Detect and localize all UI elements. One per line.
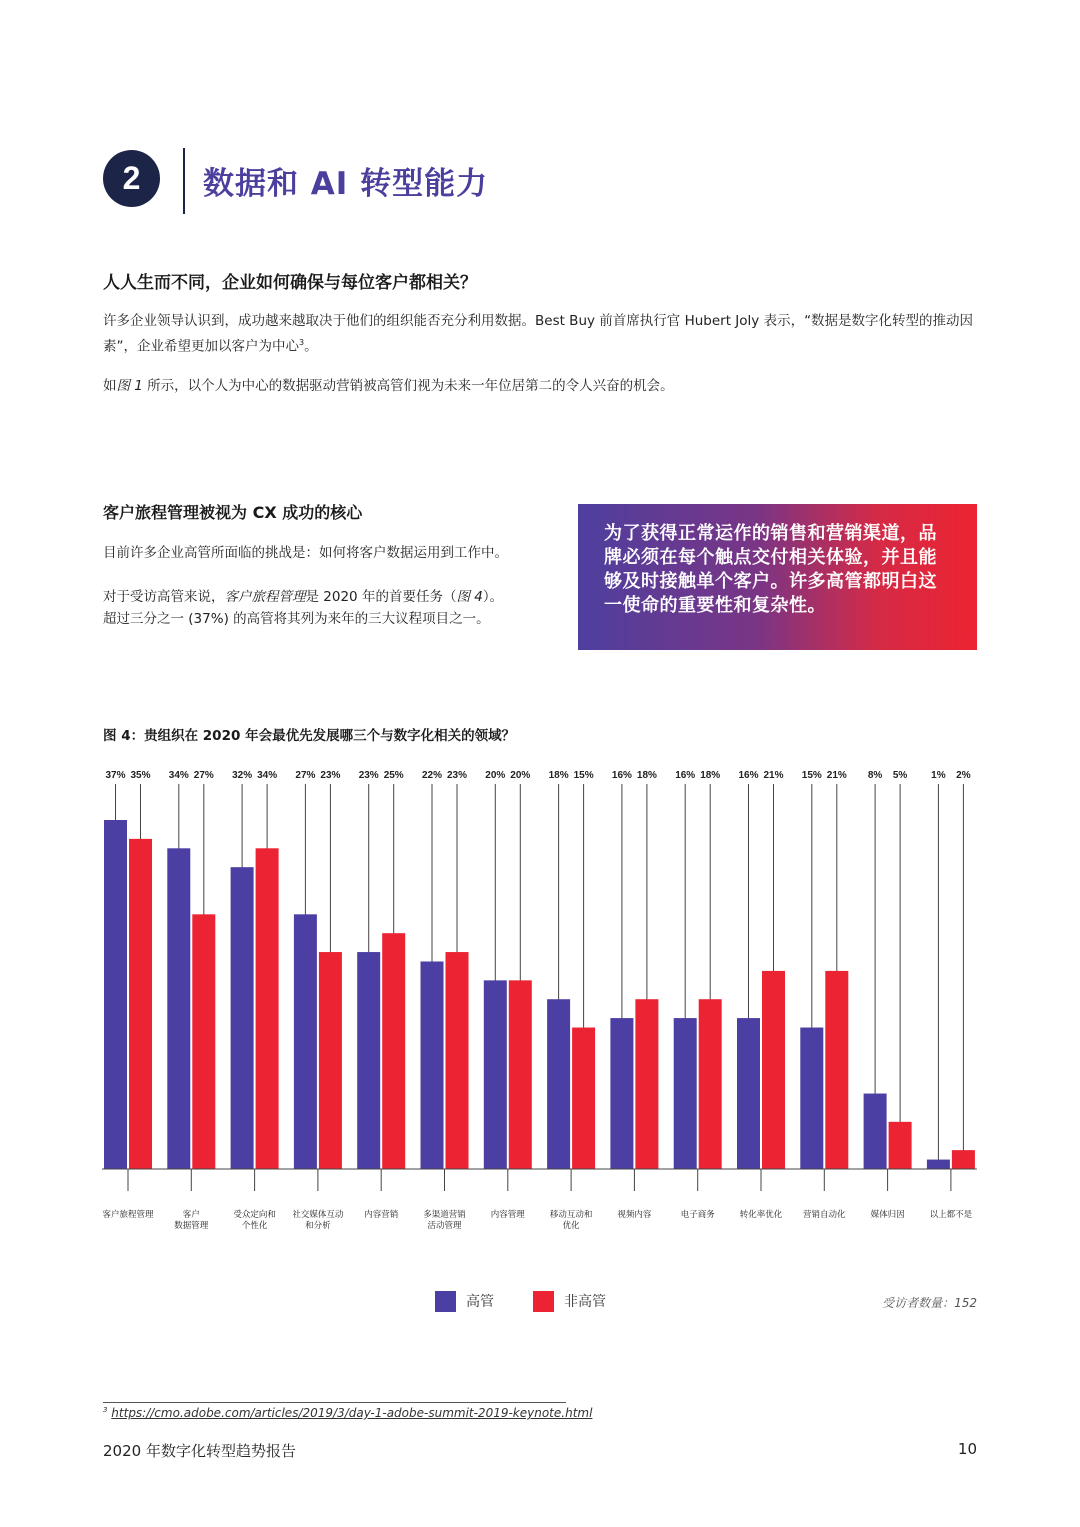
- intro-paragraph-1: [103, 310, 983, 358]
- value-label-nonexec: 21%: [826, 770, 847, 781]
- bar-exec: [104, 820, 127, 1169]
- value-label-exec: 16%: [611, 770, 632, 781]
- category-label: 受众定向和: [233, 1210, 276, 1220]
- category-label: 客户: [182, 1210, 200, 1220]
- category-label: 媒体归因: [870, 1210, 905, 1220]
- bar-chart: [95, 760, 990, 1240]
- bar-exec: [800, 1028, 823, 1169]
- bar-exec: [484, 980, 507, 1169]
- bar-nonexec: [129, 839, 152, 1169]
- footnote: [103, 1406, 592, 1420]
- footnote-rule: [103, 1402, 566, 1403]
- value-label-nonexec: 15%: [573, 770, 594, 781]
- legend-swatch-nonexec: [533, 1291, 554, 1312]
- value-label-exec: 32%: [232, 770, 253, 781]
- intro-paragraph-1-text: 许多企业领导认识到，成功越来越取决于他们的组织能否充分利用数据。Best Buy 前首席执行官 Hubert Joly 表示，“数据是数字化转型的推动因素”，企业希望更加以客户为中心: [103, 313, 974, 355]
- bar-nonexec: [572, 1028, 595, 1169]
- bar-group: [484, 770, 532, 1220]
- bar-group: [421, 770, 469, 1231]
- footnote-link[interactable]: https://cmo.adobe.com/articles/2019/3/day-1-adobe-summit-2019-keynote.html: [111, 1406, 593, 1420]
- bar-exec: [864, 1094, 887, 1169]
- value-label-nonexec: 23%: [320, 770, 341, 781]
- bar-group: [292, 770, 344, 1231]
- footnote-marker: 3: [103, 1406, 108, 1414]
- figure-ref: 图 4: [456, 589, 483, 605]
- figure-ref: 图 1: [116, 378, 143, 394]
- bar-group: [610, 770, 658, 1220]
- value-label-exec: 34%: [168, 770, 189, 781]
- bar-nonexec: [192, 914, 215, 1169]
- bar-exec: [294, 914, 317, 1169]
- category-label: 客户旅程管理: [102, 1210, 154, 1220]
- category-label: 和分析: [305, 1221, 331, 1231]
- p4-emphasis: 客户旅程管理: [224, 589, 306, 605]
- bar-nonexec: [762, 971, 785, 1169]
- bar-group: [927, 770, 975, 1220]
- core-paragraph-1: 目前许多企业高管所面临的挑战是：如何将客户数据运用到工作中。: [103, 545, 508, 561]
- bar-group: [800, 770, 848, 1220]
- bar-nonexec: [256, 848, 279, 1169]
- value-label-nonexec: 5%: [892, 770, 908, 781]
- core-paragraph-2-line-1: [103, 586, 563, 608]
- bar-exec: [357, 952, 380, 1169]
- intro-paragraph-2: [103, 375, 983, 397]
- value-label-nonexec: 34%: [257, 770, 278, 781]
- category-label: 社交媒体互动: [292, 1210, 344, 1220]
- bar-exec: [737, 1018, 760, 1169]
- value-label-nonexec: 18%: [700, 770, 721, 781]
- bar-nonexec: [509, 980, 532, 1169]
- value-label-nonexec: 18%: [636, 770, 657, 781]
- core-paragraph-2: [103, 586, 563, 630]
- bar-exec: [927, 1160, 950, 1169]
- legend-label-nonexec: 非高管: [564, 1294, 606, 1310]
- bar-group: [864, 770, 912, 1220]
- value-label-exec: 22%: [421, 770, 443, 781]
- callout-box: [578, 504, 977, 650]
- bar-nonexec: [699, 999, 722, 1169]
- value-label-exec: 15%: [801, 770, 822, 781]
- category-label: 活动管理: [427, 1221, 462, 1231]
- value-label-exec: 20%: [485, 770, 506, 781]
- bar-exec: [610, 1018, 633, 1169]
- p4-b: 是 2020 年的首要任务（: [305, 589, 457, 605]
- category-label: 视频内容: [617, 1210, 652, 1220]
- p4-a: 对于受访高管来说，: [103, 589, 225, 605]
- bar-exec: [421, 961, 444, 1169]
- category-label: 电子商务: [680, 1210, 715, 1220]
- p2-prefix: 如: [103, 378, 117, 394]
- bar-exec: [167, 848, 190, 1169]
- section-title: 数据和 AI 转型能力: [203, 166, 489, 202]
- bar-group: [167, 770, 215, 1231]
- bar-group: [547, 770, 595, 1231]
- category-label: 以上都不是: [929, 1210, 973, 1220]
- footer-report-title: 2020 年数字化转型趋势报告: [103, 1442, 296, 1460]
- legend-label-exec: 高管: [466, 1294, 494, 1310]
- bar-nonexec: [319, 952, 342, 1169]
- footnote-ref: 3: [299, 338, 305, 347]
- value-label-nonexec: 23%: [446, 770, 468, 781]
- bar-nonexec: [382, 933, 405, 1169]
- bar-nonexec: [825, 971, 848, 1169]
- bar-nonexec: [635, 999, 658, 1169]
- value-label-exec: 1%: [931, 770, 946, 781]
- p2-suffix: 所示，以个人为中心的数据驱动营销被高管们视为未来一年位居第二的令人兴奋的机会。: [142, 378, 674, 394]
- page-number: 10: [957, 1440, 977, 1458]
- value-label-nonexec: 25%: [383, 770, 404, 781]
- category-label: 营销自动化: [803, 1210, 846, 1220]
- category-label: 个性化: [241, 1221, 268, 1231]
- value-label-exec: 23%: [358, 770, 379, 781]
- value-label-nonexec: 2%: [956, 770, 971, 781]
- value-label-exec: 16%: [675, 770, 696, 781]
- category-label: 优化: [562, 1221, 580, 1231]
- bar-nonexec: [889, 1122, 912, 1169]
- section-divider: [183, 148, 185, 214]
- bar-nonexec: [952, 1150, 975, 1169]
- category-label: 移动互动和: [549, 1210, 593, 1220]
- bar-chart-svg: [95, 760, 990, 1240]
- category-label: 数据管理: [174, 1221, 209, 1231]
- section-number-badge: 2: [103, 150, 160, 207]
- p4-c: ）。: [482, 589, 504, 605]
- category-label: 内容营销: [364, 1210, 399, 1220]
- intro-heading: 人人生而不同，企业如何确保与每位客户都相关？: [103, 273, 477, 293]
- core-heading: 客户旅程管理被视为 CX 成功的核心: [103, 503, 363, 522]
- bar-exec: [547, 999, 570, 1169]
- bar-group: [737, 770, 785, 1220]
- figure-title: 图 4：贵组织在 2020 年会最优先发展哪三个与数字化相关的领域？: [103, 728, 516, 744]
- bar-group: [231, 770, 279, 1231]
- value-label-nonexec: 35%: [130, 770, 151, 781]
- value-label-nonexec: 27%: [193, 770, 214, 781]
- category-label: 多渠道营销: [423, 1210, 466, 1220]
- bar-group: [102, 770, 154, 1220]
- bar-exec: [231, 867, 254, 1169]
- value-label-nonexec: 20%: [510, 770, 531, 781]
- value-label-exec: 16%: [738, 770, 759, 781]
- value-label-exec: 8%: [867, 770, 883, 781]
- value-label-exec: 27%: [295, 770, 316, 781]
- bar-nonexec: [446, 952, 469, 1169]
- core-paragraph-2-line-2: 超过三分之一 (37%) 的高管将其列为来年的三大议程项目之一。: [103, 611, 490, 627]
- intro-paragraph-1-end: 。: [304, 338, 318, 355]
- category-label: 内容管理: [490, 1210, 525, 1220]
- callout-text: 为了获得正常运作的销售和营销渠道，品牌必须在每个触点交付相关体验，并且能够及时接触单个客户。许多高管都明白这一使命的重要性和复杂性。: [604, 523, 937, 616]
- value-label-nonexec: 21%: [763, 770, 784, 781]
- value-label-exec: 18%: [548, 770, 569, 781]
- bar-group: [674, 770, 722, 1220]
- value-label-exec: 37%: [105, 770, 126, 781]
- bar-group: [357, 770, 405, 1220]
- respondents-count: 受访者数量：152: [882, 1296, 977, 1310]
- section-header: [103, 148, 703, 214]
- bar-exec: [674, 1018, 697, 1169]
- category-label: 转化率优化: [739, 1210, 783, 1220]
- legend-swatch-exec: [435, 1291, 456, 1312]
